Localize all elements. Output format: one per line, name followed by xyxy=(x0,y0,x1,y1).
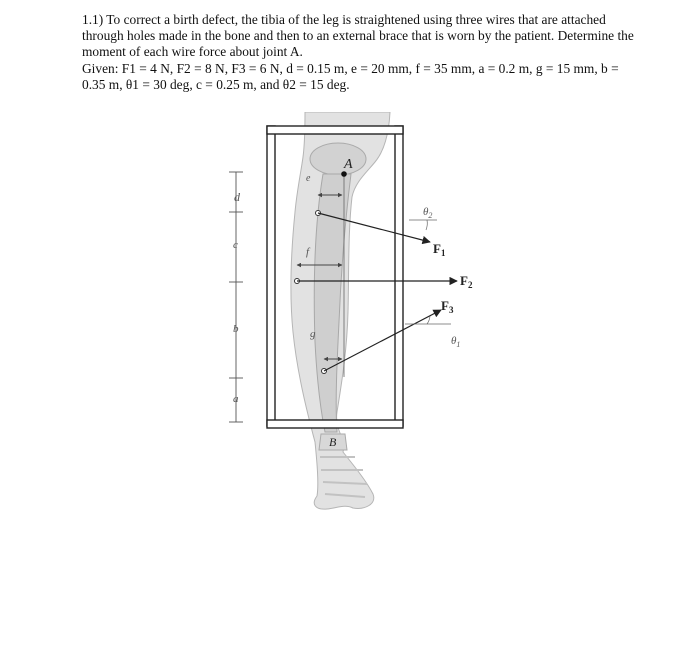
dimension-line xyxy=(229,172,243,422)
brace-top-bar xyxy=(267,126,403,134)
problem-given-values: Given: F1 = 4 N, F2 = 8 N, F3 = 6 N, d = 0.15 m, e = 20 mm, f = 35 mm, a = 0.2 m, g = 15 mm, b = 0.35 m, θ1 = 30 deg, c = 0.25 m, and θ2 = 15 deg. xyxy=(82,60,619,92)
label-c: c xyxy=(233,239,238,251)
label-theta2: $\theta_2$ xyxy=(423,206,433,220)
leg-brace-diagram xyxy=(205,112,505,512)
label-d: d xyxy=(234,190,240,204)
problem-description: 1.1) To correct a birth defect, the tibia of the leg is straightened using three wires that are attached through holes made in the bone and then to an external brace that is worn by the patient. Determine the moment of each wire force about joint A. xyxy=(82,12,634,60)
leg-brace-figure xyxy=(205,112,505,512)
label-b: b xyxy=(233,323,239,335)
theta2-arc xyxy=(426,220,427,230)
label-B: B xyxy=(329,435,337,449)
label-g: g xyxy=(310,328,316,340)
brace-bottom-bar xyxy=(267,420,403,428)
problem-statement xyxy=(82,12,642,93)
label-theta1: $\theta_1$ xyxy=(451,335,461,349)
label-A: A xyxy=(344,157,353,172)
label-F1: $F_1$ xyxy=(433,241,446,258)
label-a: a xyxy=(233,393,239,405)
label-f: f xyxy=(306,246,310,258)
knee-joint xyxy=(310,143,366,175)
joint-a-point xyxy=(341,171,347,177)
brace-right-rail xyxy=(395,126,403,426)
label-e: e xyxy=(306,173,311,184)
brace-left-rail xyxy=(267,126,275,426)
label-F3: $F_3$ xyxy=(441,298,454,315)
label-F2: $F_2$ xyxy=(460,273,473,290)
